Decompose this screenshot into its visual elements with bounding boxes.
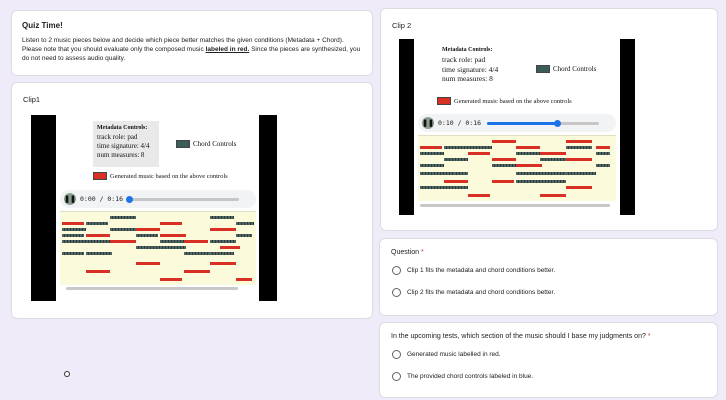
generated-note bbox=[110, 240, 136, 243]
generated-note bbox=[210, 228, 236, 231]
generated-note bbox=[184, 240, 208, 243]
question2-card bbox=[379, 322, 718, 398]
chord-note bbox=[62, 228, 86, 231]
chord-note bbox=[516, 172, 540, 175]
generated-note bbox=[540, 194, 566, 197]
chord-note bbox=[110, 228, 136, 231]
chord-swatch-icon bbox=[536, 65, 550, 73]
generated-note bbox=[220, 246, 240, 249]
question2-option-red[interactable]: Generated music labelled in red. bbox=[391, 349, 706, 360]
chord-note bbox=[136, 234, 158, 237]
clip1-card bbox=[11, 82, 373, 319]
clip2-meta-header: Metadata Controls: bbox=[442, 47, 493, 53]
chord-note bbox=[160, 240, 184, 243]
question1-option-clip2[interactable]: Clip 2 fits the metadata and chord conditions better. bbox=[391, 287, 706, 298]
chord-note bbox=[420, 152, 444, 155]
clip2-num-measures: num measures: 8 bbox=[442, 74, 493, 84]
clip2-scrollbar[interactable] bbox=[420, 204, 610, 207]
clip2-chord-legend: Chord Controls bbox=[536, 65, 596, 73]
chord-note bbox=[86, 252, 112, 255]
chord-note bbox=[62, 252, 84, 255]
clip1-video[interactable] bbox=[31, 115, 277, 301]
chord-note bbox=[540, 158, 566, 161]
chord-note bbox=[540, 180, 566, 183]
chord-note bbox=[566, 172, 596, 175]
chord-note bbox=[62, 240, 110, 243]
clip2-card bbox=[380, 8, 718, 231]
chord-note bbox=[516, 180, 540, 183]
chord-note bbox=[566, 146, 592, 149]
chord-swatch-icon bbox=[176, 140, 190, 148]
clip1-chord-legend: Chord Controls bbox=[176, 140, 236, 148]
generated-note bbox=[420, 146, 442, 149]
clip2-progress-bar[interactable] bbox=[487, 122, 599, 125]
required-asterisk: * bbox=[647, 333, 651, 340]
generated-note bbox=[492, 180, 514, 183]
generated-note bbox=[236, 278, 252, 281]
radio-button[interactable] bbox=[392, 266, 401, 275]
clip1-time: 0:00 / 0:16 bbox=[80, 195, 124, 203]
clip2-video[interactable] bbox=[399, 39, 635, 215]
generated-note bbox=[160, 278, 182, 281]
chord-note bbox=[492, 164, 516, 167]
clip2-track-role: track role: pad bbox=[442, 55, 486, 65]
clip1-metadata-box bbox=[93, 121, 159, 167]
chord-note bbox=[236, 234, 252, 237]
generated-note bbox=[468, 152, 490, 155]
clip1-scrollbar[interactable] bbox=[66, 287, 238, 290]
clip2-audio-player bbox=[418, 114, 616, 132]
question2-option-blue[interactable]: The provided chord controls labeled in blue. bbox=[391, 371, 706, 382]
pause-icon[interactable]: ❚❚ bbox=[64, 193, 76, 205]
generated-note bbox=[444, 180, 468, 183]
radio-button[interactable] bbox=[392, 350, 401, 359]
chord-note bbox=[454, 172, 468, 175]
clip1-title: Clip1 bbox=[23, 95, 41, 104]
clip1-progress-knob[interactable] bbox=[126, 196, 133, 203]
clip2-piano-roll bbox=[418, 135, 616, 201]
generated-note bbox=[468, 194, 490, 197]
clip2-generated-legend: Generated music based on the above controls bbox=[437, 97, 572, 105]
chord-note bbox=[444, 158, 468, 161]
chord-note bbox=[136, 246, 162, 249]
question1-title: Question * bbox=[391, 249, 424, 256]
generated-note bbox=[516, 146, 540, 149]
generated-note bbox=[566, 158, 592, 161]
clip1-meta-header: Metadata Controls: bbox=[97, 125, 148, 131]
generated-note bbox=[210, 262, 236, 265]
generated-note bbox=[160, 234, 186, 237]
question1-option-clip1[interactable]: Clip 1 fits the metadata and chord conditions better. bbox=[391, 265, 706, 276]
chord-note bbox=[210, 252, 234, 255]
generated-note bbox=[86, 270, 110, 273]
generated-note bbox=[540, 152, 566, 155]
chord-note bbox=[596, 152, 610, 155]
chord-note bbox=[444, 146, 468, 149]
generated-note bbox=[62, 222, 84, 225]
required-asterisk: * bbox=[420, 249, 424, 256]
clip2-time: 0:10 / 0:16 bbox=[438, 119, 482, 127]
generated-note bbox=[136, 228, 160, 231]
generated-swatch-icon bbox=[437, 97, 451, 105]
chord-note bbox=[236, 222, 254, 225]
mouse-cursor-icon bbox=[64, 371, 70, 377]
generated-note bbox=[566, 140, 592, 143]
chord-note bbox=[596, 164, 610, 167]
chord-note bbox=[420, 186, 468, 189]
generated-note bbox=[136, 262, 160, 265]
chord-note bbox=[160, 246, 186, 249]
chord-note bbox=[210, 240, 236, 243]
quiz-instructions: Listen to 2 music pieces below and decide which piece better matches the given conditions (Metadata + Chord). Please note that you should evaluate only the composed music labeled in red. Since the pieces are synthesized, you do not need to assess audio quality. bbox=[22, 37, 361, 63]
generated-note bbox=[86, 234, 110, 237]
intro-card bbox=[11, 10, 373, 76]
clip2-video-screen bbox=[414, 39, 620, 215]
labeled-in-red-emphasis: labeled in red. bbox=[205, 46, 250, 54]
chord-note bbox=[110, 216, 136, 219]
generated-note bbox=[160, 222, 182, 225]
clip1-video-screen bbox=[56, 115, 259, 301]
chord-note bbox=[62, 234, 84, 237]
chord-note bbox=[86, 222, 108, 225]
chord-note bbox=[516, 152, 540, 155]
generated-note bbox=[516, 164, 542, 167]
radio-button[interactable] bbox=[392, 288, 401, 297]
clip2-title: Clip 2 bbox=[392, 21, 412, 30]
generated-note bbox=[184, 270, 210, 273]
chord-note bbox=[540, 172, 566, 175]
question2-title: In the upcoming tests, which section of the music should I base my judgments on? * bbox=[391, 333, 651, 340]
clip1-piano-roll bbox=[60, 211, 256, 285]
clip2-metadata-box bbox=[438, 43, 504, 89]
clip1-track-role: track role: pad bbox=[97, 133, 138, 141]
pause-icon[interactable]: ❚❚ bbox=[422, 117, 434, 129]
radio-button[interactable] bbox=[392, 372, 401, 381]
generated-note bbox=[596, 146, 610, 149]
clip1-time-signature: time signature: 4/4 bbox=[97, 142, 150, 150]
clip1-progress-bar[interactable] bbox=[129, 198, 239, 201]
chord-note bbox=[210, 216, 234, 219]
clip1-audio-player bbox=[60, 190, 256, 208]
question1-card bbox=[379, 238, 718, 316]
generated-note bbox=[492, 158, 516, 161]
clip2-time-signature: time signature: 4/4 bbox=[442, 64, 499, 74]
chord-note bbox=[184, 252, 210, 255]
chord-note bbox=[468, 146, 492, 149]
generated-swatch-icon bbox=[93, 172, 107, 180]
clip1-num-measures: num measures: 8 bbox=[97, 151, 145, 159]
clip2-progress-knob[interactable] bbox=[554, 120, 561, 127]
chord-note bbox=[420, 172, 454, 175]
chord-note bbox=[420, 164, 444, 167]
clip1-generated-legend: Generated music based on the above controls bbox=[93, 172, 228, 180]
quiz-title: Quiz Time! bbox=[22, 21, 63, 30]
generated-note bbox=[492, 140, 516, 143]
generated-note bbox=[566, 186, 592, 189]
